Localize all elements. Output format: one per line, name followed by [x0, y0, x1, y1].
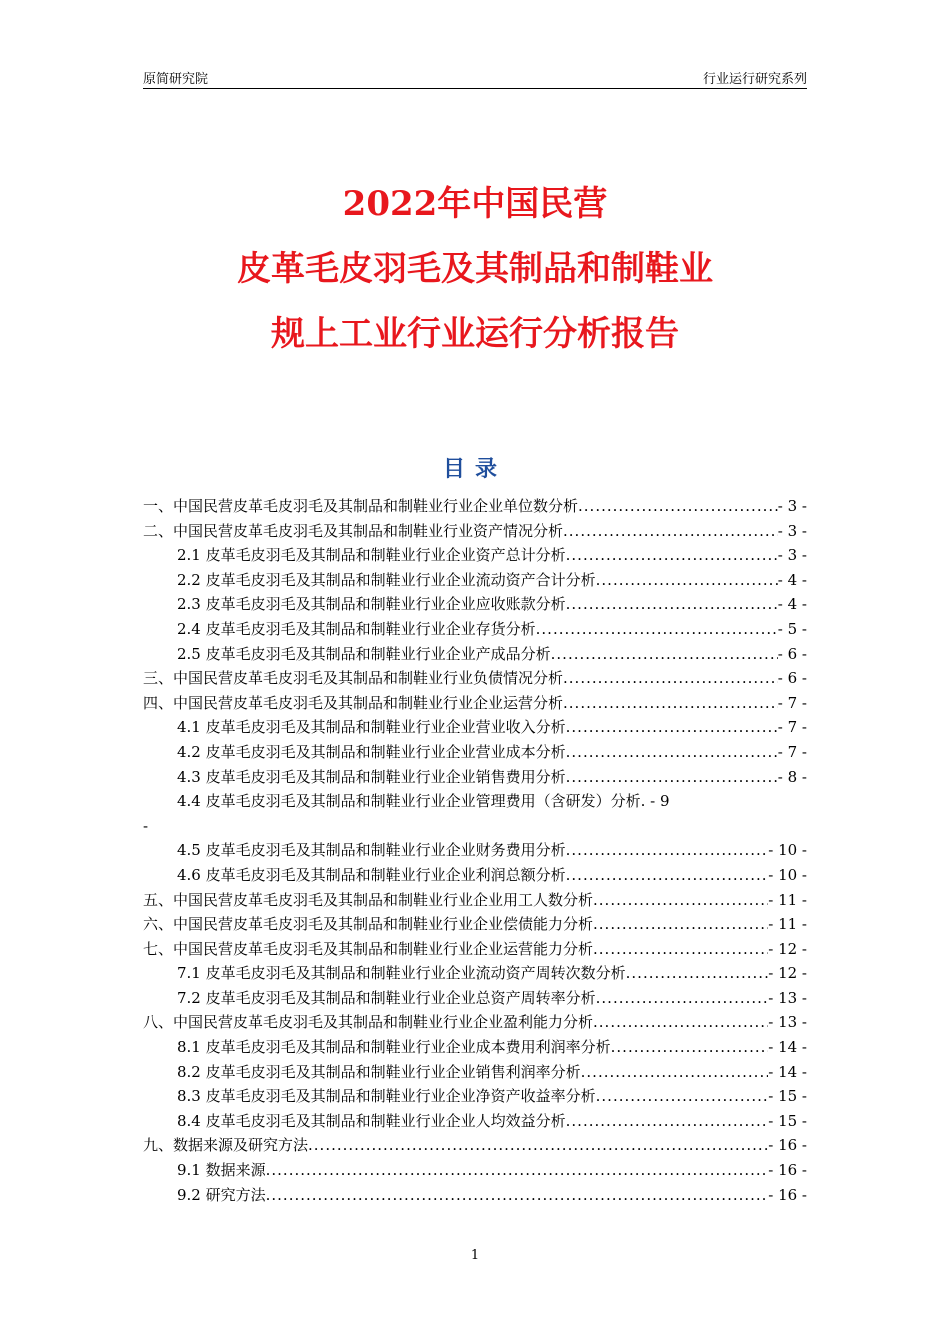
toc-entry[interactable]	[143, 740, 807, 765]
toc-entry-label: 8.4 皮革毛皮羽毛及其制品和制鞋业行业企业人均效益分析	[177, 1111, 566, 1130]
toc-entry-label: 九、数据来源及研究方法	[143, 1136, 309, 1155]
toc-entry[interactable]	[143, 789, 807, 838]
toc-leader-dots	[566, 592, 778, 617]
toc-entry-label: 4.6 皮革毛皮羽毛及其制品和制鞋业行业企业利润总额分析	[177, 865, 566, 884]
toc-entry[interactable]	[143, 568, 807, 593]
toc-entry-label: 2.5 皮革毛皮羽毛及其制品和制鞋业行业企业产成品分析	[177, 644, 551, 663]
toc-leader-dots	[563, 691, 778, 716]
toc-leader-dots	[563, 666, 778, 691]
header-left-text: 原简研究院	[143, 72, 209, 87]
toc-entry[interactable]	[143, 1084, 807, 1109]
toc-entry[interactable]	[143, 937, 807, 962]
toc-entry-page: - 11 -	[768, 890, 807, 909]
toc-entry-label: 9.2 研究方法	[177, 1185, 266, 1204]
toc-entry-label: 8.1 皮革毛皮羽毛及其制品和制鞋业行业企业成本费用利润率分析	[177, 1038, 611, 1057]
toc-entry-page: - 16 -	[768, 1185, 807, 1204]
toc-entry[interactable]	[143, 519, 807, 544]
toc-leader-dots	[596, 1084, 769, 1109]
toc-entry[interactable]	[143, 642, 807, 667]
toc-entry-page: - 5 -	[777, 619, 807, 638]
toc-leader-dots	[593, 888, 768, 913]
toc-entry[interactable]	[143, 691, 807, 716]
toc-entry-label: 五、中国民营皮革毛皮羽毛及其制品和制鞋业行业企业用工人数分析	[143, 890, 594, 909]
toc-leader-dots	[566, 1109, 769, 1134]
toc-entry[interactable]	[143, 592, 807, 617]
toc-leader-dots	[596, 568, 778, 593]
title-line-1: 2022年中国民营	[342, 184, 608, 224]
toc-entry-label: 2.3 皮革毛皮羽毛及其制品和制鞋业行业企业应收账款分析	[177, 595, 566, 614]
toc-entry[interactable]	[143, 838, 807, 863]
toc-entry-label: 2.1 皮革毛皮羽毛及其制品和制鞋业行业企业资产总计分析	[177, 546, 566, 565]
toc-leader-dots	[566, 838, 769, 863]
toc-entry[interactable]	[143, 1035, 807, 1060]
toc-leader-dots	[593, 1010, 768, 1035]
toc-entry-page: - 3 -	[777, 546, 807, 565]
toc-entry-label: 七、中国民营皮革毛皮羽毛及其制品和制鞋业行业企业运营能力分析	[143, 939, 594, 958]
toc-leader-dots	[578, 494, 778, 519]
toc-entry[interactable]	[143, 494, 807, 519]
header-right-text: 行业运行研究系列	[702, 72, 807, 87]
toc-entry-label: 7.2 皮革毛皮羽毛及其制品和制鞋业行业企业总资产周转率分析	[177, 988, 596, 1007]
toc-entry[interactable]	[143, 888, 807, 913]
toc-entry-page: - 14 -	[768, 1062, 807, 1081]
toc-entry-label: 8.3 皮革毛皮羽毛及其制品和制鞋业行业企业净资产收益率分析	[177, 1087, 596, 1106]
toc-leader-dots	[566, 715, 778, 740]
toc-heading: 目录	[442, 457, 507, 482]
title-line-2: 皮革毛皮羽毛及其制品和制鞋业	[237, 249, 713, 289]
toc-leader-dots	[266, 1158, 769, 1183]
toc-leader-dots	[566, 863, 769, 888]
toc-entry[interactable]	[143, 1133, 807, 1158]
toc-leader-dots	[266, 1183, 769, 1208]
toc-entry-label: 二、中国民营皮革毛皮羽毛及其制品和制鞋业行业资产情况分析	[143, 521, 564, 540]
toc-entry-page-continued: -	[143, 816, 149, 835]
toc-entry[interactable]	[143, 1183, 807, 1208]
toc-leader-dots	[536, 617, 778, 642]
toc-entry-label: 7.1 皮革毛皮羽毛及其制品和制鞋业行业企业流动资产周转次数分析	[177, 964, 626, 983]
toc-entry-page: - 7 -	[777, 718, 807, 737]
toc-entry-page: - 8 -	[777, 767, 807, 786]
toc-entry[interactable]	[143, 543, 807, 568]
toc-entry-page: - 6 -	[777, 644, 807, 663]
toc-leader-dots	[596, 986, 769, 1011]
toc-entry-page: - 15 -	[768, 1087, 807, 1106]
toc-entry-label: 9.1 数据来源	[177, 1161, 266, 1180]
toc-entry-page: - 12 -	[768, 964, 807, 983]
toc-entry-page: - 13 -	[768, 1013, 807, 1032]
toc-entry[interactable]	[143, 715, 807, 740]
toc-entry-page: - 13 -	[768, 988, 807, 1007]
title-line-3: 规上工业行业运行分析报告	[271, 314, 679, 354]
toc-entry-label: 四、中国民营皮革毛皮羽毛及其制品和制鞋业行业企业运营分析	[143, 693, 564, 712]
toc-entry[interactable]	[143, 912, 807, 937]
toc-entry[interactable]	[143, 617, 807, 642]
toc-leader-dots	[611, 1035, 769, 1060]
toc-entry-label: 8.2 皮革毛皮羽毛及其制品和制鞋业行业企业销售利润率分析	[177, 1062, 581, 1081]
toc-entry-label: 六、中国民营皮革毛皮羽毛及其制品和制鞋业行业企业偿债能力分析	[143, 915, 594, 934]
toc-entry[interactable]	[143, 1158, 807, 1183]
toc-entry-label: 2.4 皮革毛皮羽毛及其制品和制鞋业行业企业存货分析	[177, 619, 536, 638]
toc-leader-dots	[566, 543, 778, 568]
toc-entry-label: 三、中国民营皮革毛皮羽毛及其制品和制鞋业行业负债情况分析	[143, 669, 564, 688]
toc-entry-label: 4.5 皮革毛皮羽毛及其制品和制鞋业行业企业财务费用分析	[177, 841, 566, 860]
toc-entry-page: - 14 -	[768, 1038, 807, 1057]
toc-entry[interactable]	[143, 863, 807, 888]
toc-entry-page: - 7 -	[777, 742, 807, 761]
toc-entry-page: - 16 -	[768, 1161, 807, 1180]
page-number: 1	[470, 1248, 480, 1263]
table-of-contents	[143, 494, 807, 1207]
toc-entry[interactable]	[143, 986, 807, 1011]
toc-leader-dots	[626, 961, 769, 986]
toc-entry-label: 4.3 皮革毛皮羽毛及其制品和制鞋业行业企业销售费用分析	[177, 767, 566, 786]
page-header	[143, 66, 807, 89]
report-title	[0, 172, 950, 367]
toc-entry[interactable]	[143, 1109, 807, 1134]
toc-leader-dots	[593, 937, 768, 962]
toc-entry[interactable]	[143, 1010, 807, 1035]
toc-entry-label: 4.1 皮革毛皮羽毛及其制品和制鞋业行业企业营业收入分析	[177, 718, 566, 737]
toc-entry-page: . - 9	[640, 792, 670, 811]
toc-entry-page: - 7 -	[777, 693, 807, 712]
toc-entry-page: - 3 -	[777, 521, 807, 540]
toc-leader-dots	[563, 519, 778, 544]
toc-entry-page: - 10 -	[768, 841, 807, 860]
toc-entry[interactable]	[143, 1060, 807, 1085]
toc-leader-dots	[593, 912, 768, 937]
toc-entry-page: - 10 -	[768, 865, 807, 884]
toc-entry-page: - 15 -	[768, 1111, 807, 1130]
toc-entry[interactable]	[143, 666, 807, 691]
toc-leader-dots	[566, 740, 778, 765]
toc-leader-dots	[308, 1133, 768, 1158]
toc-entry-page: - 12 -	[768, 939, 807, 958]
toc-entry-label: 4.4 皮革毛皮羽毛及其制品和制鞋业行业企业管理费用（含研发）分析	[177, 792, 641, 811]
toc-entry-label: 4.2 皮革毛皮羽毛及其制品和制鞋业行业企业营业成本分析	[177, 742, 566, 761]
toc-entry-page: - 6 -	[777, 669, 807, 688]
toc-entry-label: 2.2 皮革毛皮羽毛及其制品和制鞋业行业企业流动资产合计分析	[177, 570, 596, 589]
toc-entry-page: - 4 -	[777, 570, 807, 589]
toc-entry-label: 一、中国民营皮革毛皮羽毛及其制品和制鞋业行业企业单位数分析	[143, 497, 579, 515]
toc-entry[interactable]	[143, 961, 807, 986]
toc-leader-dots	[551, 642, 778, 667]
toc-entry-page: - 11 -	[768, 915, 807, 934]
toc-entry[interactable]	[143, 765, 807, 790]
toc-entry-label: 八、中国民营皮革毛皮羽毛及其制品和制鞋业行业企业盈利能力分析	[143, 1013, 594, 1032]
toc-entry-page: - 3 -	[777, 497, 807, 515]
toc-entry-page: - 4 -	[777, 595, 807, 614]
toc-leader-dots	[581, 1060, 769, 1085]
toc-leader-dots	[566, 765, 778, 790]
toc-entry-page: - 16 -	[768, 1136, 807, 1155]
